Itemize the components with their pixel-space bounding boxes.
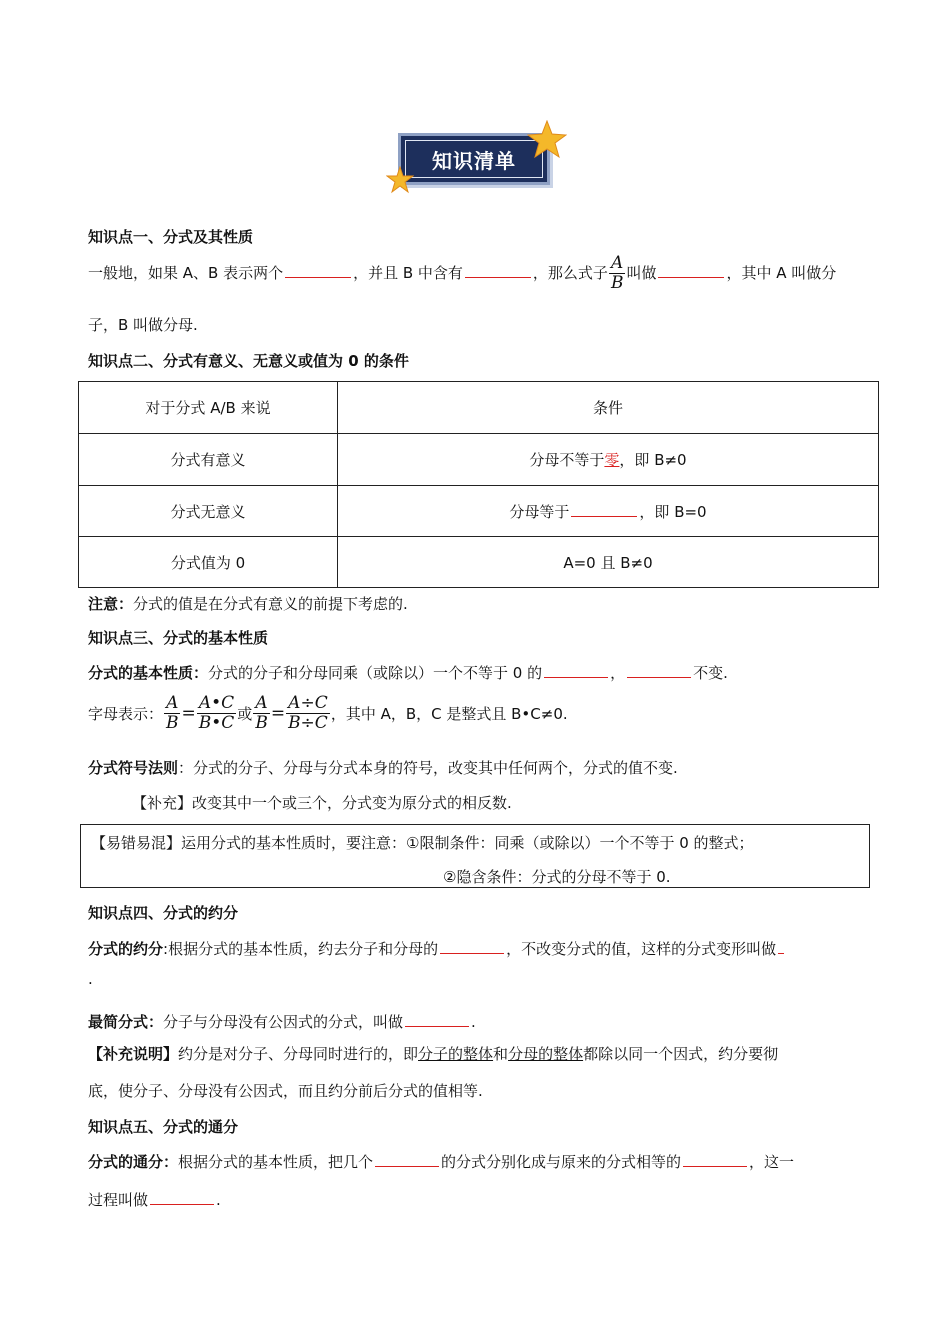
- star-icon-bottom: [386, 166, 414, 194]
- star-icon-top: [527, 120, 567, 160]
- blank: [150, 1188, 214, 1205]
- table-cell-left: 分式有意义: [79, 434, 338, 486]
- table-header-left: 对于分式 A/B 来说: [79, 382, 338, 434]
- table-cell-right: 分母等于 ，即 B=0: [338, 486, 879, 537]
- caution-line2: ②隐含条件：分式的分母不等于 0.: [443, 868, 671, 886]
- section4-title: 知识点四、分式的约分: [88, 904, 239, 922]
- table-row: [79, 537, 879, 588]
- table-row: [79, 486, 879, 537]
- section5-title: 知识点五、分式的通分: [88, 1118, 239, 1136]
- reduction-definition: 分式的约分:根据分式的基本性质，约去分子和分母的 ，不改变分式的值，这样的分式变形叫做: [88, 937, 786, 959]
- blank: [778, 937, 784, 954]
- supplement-note-2: 底，使分子、分母没有公因式，而且约分前后分式的值相等.: [88, 1082, 483, 1100]
- blank: [465, 261, 531, 278]
- section1-para1: 一般地，如果 A、B 表示两个 ，并且 B 中含有 ，那么式子 $\frac{A}{B}$ 叫做 ，其中 A 叫做分: [88, 253, 837, 293]
- blank: [627, 661, 691, 678]
- blank: [571, 500, 637, 517]
- caution-line1: 【易错易混】运用分式的基本性质时，要注意：①限制条件：同乘（或除以）一个不等于 0 的整式；: [91, 834, 754, 852]
- blank: [544, 661, 608, 678]
- table-cell-left: 分式值为 0: [79, 537, 338, 588]
- blank: [405, 1010, 469, 1027]
- table-header-right: 条件: [338, 382, 879, 434]
- blank: [375, 1150, 439, 1167]
- supplement: 【补充】改变其中一个或三个，分式变为原分式的相反数.: [132, 794, 512, 812]
- fraction: $\frac{A}{B}$: [166, 693, 179, 733]
- fraction: $\frac{A\div C}{B\div C}$: [288, 693, 328, 733]
- conditions-table: [78, 381, 879, 588]
- letter-representation: 字母表示： $\frac{A}{B}$ = $\frac{A•C}{B•C}$ 或 $\frac{A}{B}$ = $\frac{A\div C}{B\div C}$ ，其中 A，B，C 是整式且 B•C≠0.: [88, 693, 568, 733]
- fraction: $\frac{A}{B}$: [255, 693, 268, 733]
- common-denominator: 分式的通分：根据分式的基本性质，把几个 的分式分别化成与原来的分式相等的 ，这一: [88, 1150, 794, 1172]
- caution-box: [80, 824, 870, 888]
- reduction-end: .: [88, 970, 93, 988]
- section1-title: 知识点一、分式及其性质: [88, 228, 254, 246]
- note: 注意：分式的值是在分式有意义的前提下考虑的.: [88, 595, 408, 613]
- sign-rule: 分式符号法则：分式的分子、分母与分式本身的符号，改变其中任何两个，分式的值不变.: [88, 759, 678, 777]
- table-header-row: [79, 382, 879, 434]
- blank: [440, 937, 504, 954]
- supplement-note: 【补充说明】约分是对分子、分母同时进行的，即分子的整体和分母的整体都除以同一个因式，约分要彻: [88, 1045, 779, 1063]
- section1-para2: 子，B 叫做分母.: [88, 316, 198, 334]
- table-row: [79, 434, 879, 486]
- banner-title: 知识清单: [405, 140, 543, 178]
- section2-title: 知识点二、分式有意义、无意义或值为 0 的条件: [88, 352, 409, 370]
- common-denominator-2: 过程叫做 .: [88, 1188, 221, 1210]
- blank: [285, 261, 351, 278]
- fraction-a-over-b: $\frac{A}{B}$: [610, 253, 624, 293]
- simplest-fraction: 最简分式：分子与分母没有公因式的分式，叫做 .: [88, 1010, 476, 1032]
- table-cell-right: A=0 且 B≠0: [338, 537, 879, 588]
- table-cell-left: 分式无意义: [79, 486, 338, 537]
- section3-title: 知识点三、分式的基本性质: [88, 629, 269, 647]
- basic-property: 分式的基本性质：分式的分子和分母同乘（或除以）一个不等于 0 的 ， 不变.: [88, 661, 728, 683]
- table-cell-right: 分母不等于零，即 B≠0: [338, 434, 879, 486]
- blank: [683, 1150, 747, 1167]
- fraction: $\frac{A•C}{B•C}$: [198, 693, 235, 733]
- blank: [658, 261, 724, 278]
